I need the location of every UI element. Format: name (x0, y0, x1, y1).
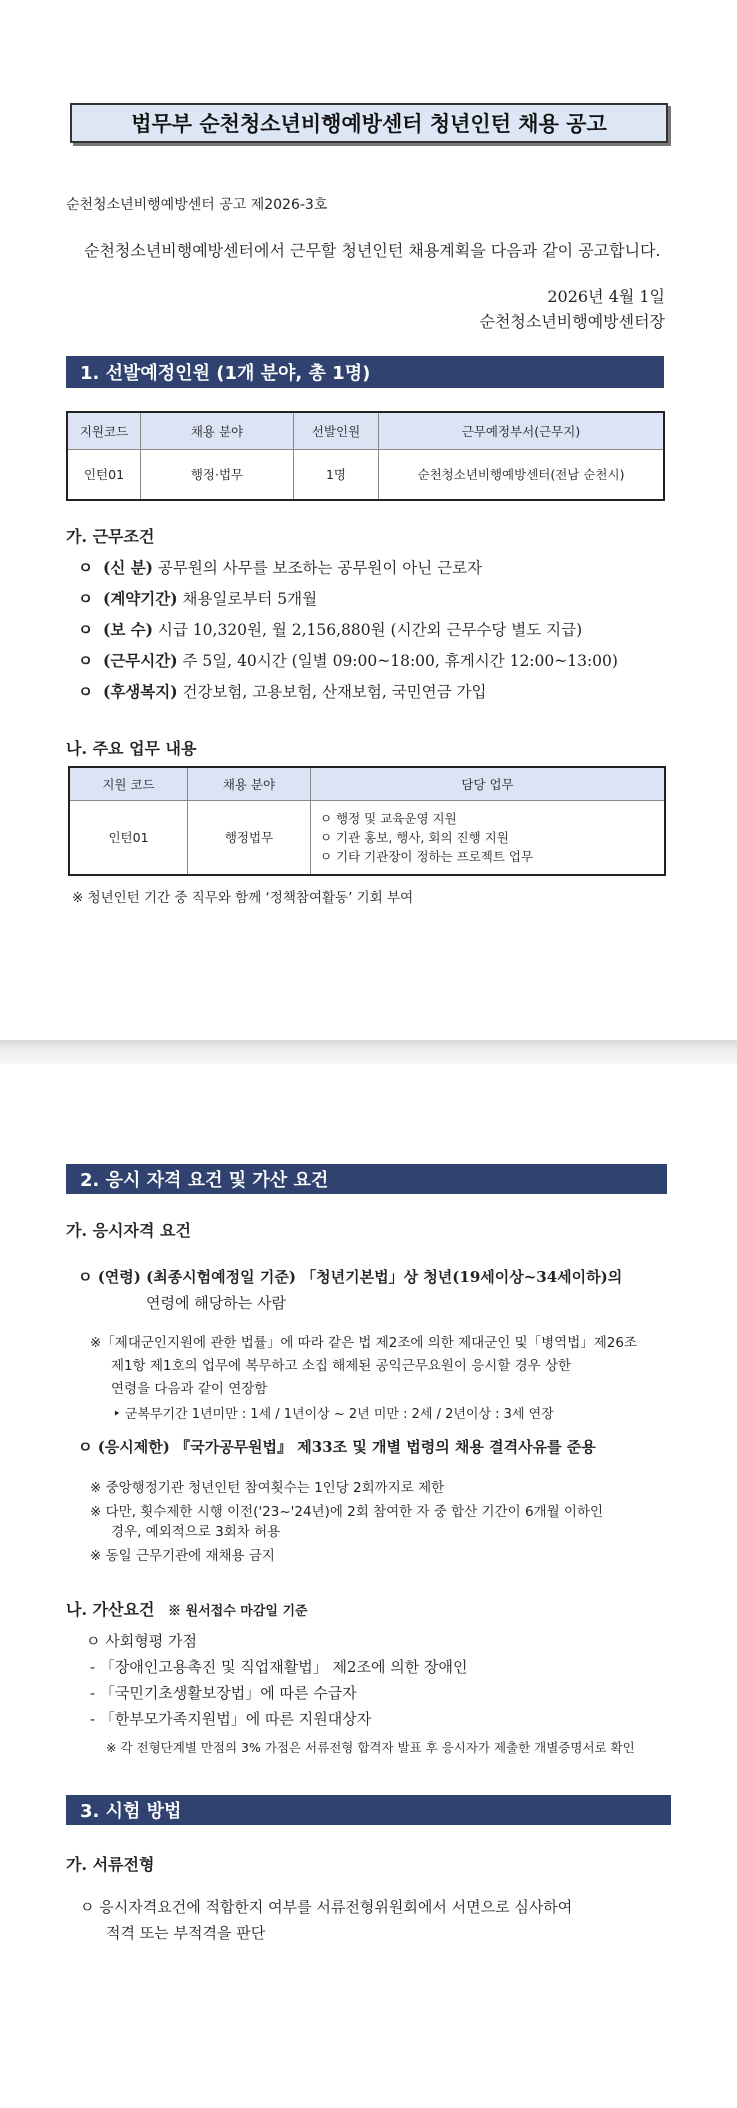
td-field: 행정·법무 (141, 450, 294, 500)
item-text: 주 5일, 40시간 (일별 09:00~18:00, 휴게시간 12:00~13:00) (177, 652, 618, 670)
item-label: (신 분) (102, 558, 153, 577)
document-page-2 (0, 1064, 737, 2108)
military-note-3: 연령을 다음과 같이 연장함 (111, 1381, 268, 1397)
td-dept: 순천청소년비행예방센터(전남 순천시) (379, 450, 665, 500)
duty-table (68, 766, 666, 876)
list-item: ㅇ 기타 기관장이 정하는 프로젝트 업무 (320, 848, 534, 864)
recruit-table-header (67, 412, 664, 450)
restriction-note: ※ 중앙행정기관 청년인턴 참여횟수는 1인당 2회까지로 제한 (90, 1480, 445, 1496)
td-duty-code: 인턴01 (69, 801, 188, 875)
recruit-table (66, 411, 665, 501)
page-separator (0, 1040, 737, 1064)
list-item: ㅇ 기관 홍보, 행사, 회의 진행 지원 (320, 829, 509, 845)
notice-number: 순천청소년비행예방센터 공고 제2026-3호 (66, 197, 328, 213)
th-duty-field: 채용 분야 (188, 767, 311, 801)
td-duty-tasks (311, 801, 666, 875)
section2-title: 2. 응시 자격 요건 및 가산 요건 (66, 1164, 667, 1194)
document-title: 법무부 순천청소년비행예방센터 청년인턴 채용 공고 (70, 103, 668, 143)
bullet-mark: ㅇ (78, 558, 93, 577)
td-code: 인턴01 (67, 450, 141, 500)
th-dept: 근무예정부서(근무지) (379, 412, 665, 450)
th-duty-tasks: 담당 업무 (311, 767, 666, 801)
bonus-subtitle: ※ 원서접수 마감일 기준 (168, 1604, 308, 1619)
list-item: ㅇ 행정 및 교육운영 지원 (320, 810, 457, 826)
work-conditions-title: 가. 근무조건 (66, 527, 155, 546)
item-text: 채용일로부터 5개월 (177, 590, 318, 608)
age-requirement-cont: 연령에 해당하는 사람 (146, 1294, 286, 1312)
list-item (78, 680, 486, 702)
document-screening-title: 가. 서류전형 (66, 1855, 155, 1874)
notice-date: 2026년 4월 1일 (547, 287, 665, 306)
td-count: 1명 (294, 450, 379, 500)
list-item: - 「한부모가족지원법」에 따른 지원대상자 (90, 1710, 372, 1728)
duty-title: 나. 주요 업무 내용 (66, 739, 197, 758)
bullet-mark: ㅇ (78, 620, 93, 639)
bonus-title (66, 1597, 308, 1620)
age-requirement: ㅇ (연령) (최종시험예정일 기준) 「청년기본법」상 청년(19세이상~34세이하)의 (78, 1268, 623, 1286)
item-label: (후생복지) (102, 682, 178, 701)
section1-title: 1. 선발예정인원 (1개 분야, 총 1명) (66, 356, 664, 388)
list-item: ㅇ 사회형평 가점 (86, 1632, 197, 1650)
bullet-mark: ㅇ (78, 651, 93, 670)
td-duty-field: 행정법무 (188, 801, 311, 875)
bonus-note: ※ 각 전형단계별 만점의 3% 가점은 서류전형 합격자 발표 후 응시자가 제출한 개별증명서로 확인 (106, 1740, 635, 1755)
military-note-1: ※「제대군인지원에 관한 법률」에 따라 같은 법 제2조에 의한 제대군인 및「병역법」제26조 (90, 1335, 638, 1351)
item-text: 시급 10,320원, 월 2,156,880원 (시간외 근무수당 별도 지급) (153, 621, 583, 639)
table-row (69, 801, 665, 875)
document-page-1 (0, 0, 737, 1040)
th-code: 지원코드 (67, 412, 141, 450)
screening-text-1: ㅇ 응시자격요건에 적합한지 여부를 서류전형위원회에서 서면으로 심사하여 (80, 1898, 573, 1916)
restriction-line: ㅇ (응시제한) 『국가공무원법』 제33조 및 개별 법령의 채용 결격사유를 준용 (78, 1438, 596, 1456)
item-label: (보 수) (102, 620, 153, 639)
item-text: 공무원의 사무를 보조하는 공무원이 아닌 근로자 (153, 559, 483, 577)
list-item: - 「국민기초생활보장법」에 따른 수급자 (90, 1684, 357, 1702)
military-extension: ‣ 군복무기간 1년미만 : 1세 / 1년이상 ~ 2년 미만 : 2세 / 2년이상 : 3세 연장 (113, 1407, 554, 1422)
list-item (78, 556, 482, 578)
item-label: (근무시간) (102, 651, 178, 670)
screening-text-2: 적격 또는 부적격을 판단 (106, 1924, 266, 1942)
restriction-note: ※ 동일 근무기관에 재채용 금지 (90, 1548, 275, 1564)
section3-title: 3. 시험 방법 (66, 1795, 671, 1825)
list-item (78, 649, 618, 671)
item-label: (계약기간) (102, 589, 178, 608)
th-field: 채용 분야 (141, 412, 294, 450)
list-item (78, 587, 317, 609)
restriction-note: ※ 다만, 횟수제한 시행 이전('23~'24년)에 2회 참여한 자 중 합산 기간이 6개월 이하인 (90, 1504, 604, 1520)
item-text: 건강보험, 고용보험, 산재보험, 국민연금 가입 (177, 683, 487, 701)
bullet-mark: ㅇ (78, 589, 93, 608)
th-count: 선발인원 (294, 412, 379, 450)
list-item: - 「장애인고용촉진 및 직업재활법」 제2조에 의한 장애인 (90, 1658, 468, 1676)
bullet-mark: ㅇ (78, 682, 93, 701)
bonus-title-text: 나. 가산요건 (66, 1600, 155, 1619)
duty-note: ※ 청년인턴 기간 중 직무와 함께 ‘정책참여활동’ 기회 부여 (72, 890, 414, 906)
issuer-name: 순천청소년비행예방센터장 (479, 312, 665, 331)
table-row (67, 450, 664, 500)
qualification-title: 가. 응시자격 요건 (66, 1221, 191, 1240)
duty-table-header (69, 767, 665, 801)
th-duty-code: 지원 코드 (69, 767, 188, 801)
intro-text: 순천청소년비행예방센터에서 근무할 청년인턴 채용계획을 다음과 같이 공고합니다. (84, 241, 661, 260)
military-note-2: 제1항 제1호의 업무에 복무하고 소집 해제된 공익근무요원이 응시할 경우 상한 (111, 1358, 572, 1374)
list-item (78, 618, 582, 640)
restriction-note: 경우, 예외적으로 3회차 허용 (111, 1524, 281, 1540)
